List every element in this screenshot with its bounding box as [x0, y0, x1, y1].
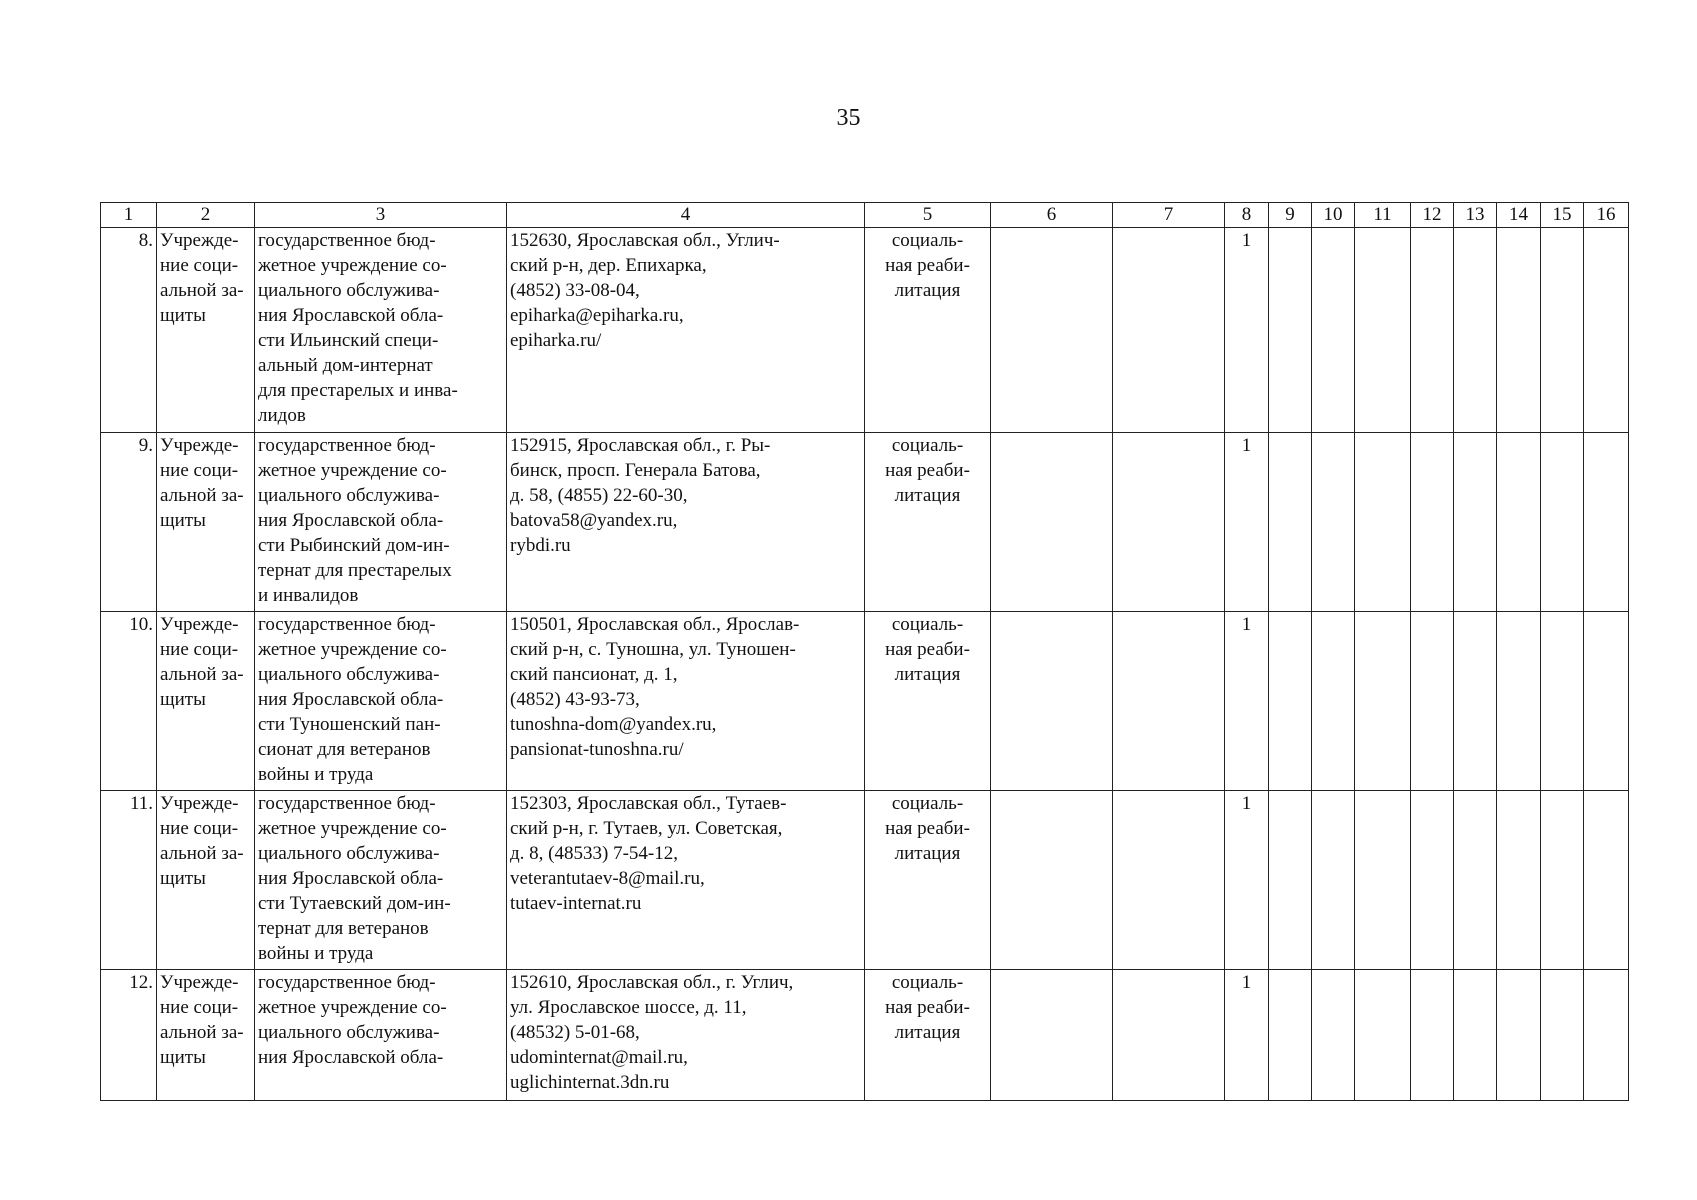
service-type: социаль- ная реаби- литация	[865, 612, 991, 791]
cell-col-16	[1584, 791, 1629, 970]
cell-col-7	[1113, 433, 1225, 612]
row-number: 10.	[101, 612, 157, 791]
cell-col-14	[1497, 791, 1541, 970]
cell-col-6	[991, 970, 1113, 1101]
cell-col-12	[1411, 791, 1454, 970]
column-header: 3	[255, 203, 507, 228]
column-header: 15	[1541, 203, 1584, 228]
cell-col-6	[991, 228, 1113, 433]
cell-col-12	[1411, 433, 1454, 612]
column-header: 8	[1225, 203, 1269, 228]
institution-type: Учрежде- ние соци- альной за- щиты	[157, 791, 255, 970]
cell-col-6	[991, 791, 1113, 970]
cell-col-11	[1355, 228, 1411, 433]
column-header: 1	[101, 203, 157, 228]
column-header: 11	[1355, 203, 1411, 228]
cell-col-14	[1497, 433, 1541, 612]
cell-col-13	[1454, 970, 1497, 1101]
cell-col-9	[1269, 228, 1312, 433]
cell-col-6	[991, 433, 1113, 612]
cell-col-8: 1	[1225, 433, 1269, 612]
column-header: 12	[1411, 203, 1454, 228]
service-type: социаль- ная реаби- литация	[865, 433, 991, 612]
row-number: 12.	[101, 970, 157, 1101]
cell-col-9	[1269, 612, 1312, 791]
service-type: социаль- ная реаби- литация	[865, 791, 991, 970]
column-header: 10	[1312, 203, 1355, 228]
institution-name: государственное бюд- жетное учреждение со- циального обслужива- ния Ярославской обла- сти Туношенский пан- сионат для ветеранов войны и труда	[255, 612, 507, 791]
cell-col-8: 1	[1225, 228, 1269, 433]
cell-col-11	[1355, 970, 1411, 1101]
cell-col-13	[1454, 228, 1497, 433]
row-number: 11.	[101, 791, 157, 970]
service-type: социаль- ная реаби- литация	[865, 970, 991, 1101]
cell-col-16	[1584, 433, 1629, 612]
column-header: 7	[1113, 203, 1225, 228]
cell-col-15	[1541, 228, 1584, 433]
institution-name: государственное бюд- жетное учреждение со- циального обслужива- ния Ярославской обла-	[255, 970, 507, 1101]
institution-name: государственное бюд- жетное учреждение со- циального обслужива- ния Ярославской обла- сти Ильинский специ- альный дом-интернат для престарелых и инва- лидов	[255, 228, 507, 433]
institution-contacts: 152610, Ярославская обл., г. Углич, ул. Ярославское шоссе, д. 11, (48532) 5-01-68, udominternat@mail.ru, uglichinternat.3dn.ru	[507, 970, 865, 1101]
row-number: 9.	[101, 433, 157, 612]
institution-name: государственное бюд- жетное учреждение со- циального обслужива- ния Ярославской обла- сти Тутаевский дом-ин- тернат для ветеранов войны и труда	[255, 791, 507, 970]
cell-col-15	[1541, 433, 1584, 612]
cell-col-10	[1312, 612, 1355, 791]
institution-type: Учрежде- ние соци- альной за- щиты	[157, 970, 255, 1101]
cell-col-10	[1312, 228, 1355, 433]
column-header: 16	[1584, 203, 1629, 228]
table-row	[101, 791, 1629, 970]
page-number: 35	[836, 105, 861, 131]
table-row	[101, 970, 1629, 1101]
cell-col-12	[1411, 970, 1454, 1101]
row-number: 8.	[101, 228, 157, 433]
column-header: 14	[1497, 203, 1541, 228]
cell-col-16	[1584, 970, 1629, 1101]
column-header: 9	[1269, 203, 1312, 228]
cell-col-10	[1312, 970, 1355, 1101]
cell-col-10	[1312, 791, 1355, 970]
column-header: 6	[991, 203, 1113, 228]
cell-col-8: 1	[1225, 970, 1269, 1101]
cell-col-7	[1113, 970, 1225, 1101]
column-header: 4	[507, 203, 865, 228]
cell-col-12	[1411, 612, 1454, 791]
cell-col-14	[1497, 228, 1541, 433]
cell-col-9	[1269, 970, 1312, 1101]
institution-type: Учрежде- ние соци- альной за- щиты	[157, 612, 255, 791]
institution-contacts: 150501, Ярославская обл., Ярослав- ский р-н, с. Туношна, ул. Туношен- ский пансионат, д. 1, (4852) 43-93-73, tunoshna-dom@yandex.ru, pansionat-tunoshna.ru/	[507, 612, 865, 791]
cell-col-13	[1454, 791, 1497, 970]
cell-col-8: 1	[1225, 612, 1269, 791]
institution-type: Учрежде- ние соци- альной за- щиты	[157, 228, 255, 433]
institutions-table	[100, 202, 1629, 1101]
column-header: 13	[1454, 203, 1497, 228]
column-number-header-row	[101, 203, 1629, 228]
table-row	[101, 612, 1629, 791]
cell-col-15	[1541, 791, 1584, 970]
cell-col-16	[1584, 228, 1629, 433]
column-header: 2	[157, 203, 255, 228]
cell-col-6	[991, 612, 1113, 791]
cell-col-7	[1113, 791, 1225, 970]
cell-col-7	[1113, 612, 1225, 791]
cell-col-11	[1355, 791, 1411, 970]
institution-contacts: 152303, Ярославская обл., Тутаев- ский р-н, г. Тутаев, ул. Советская, д. 8, (48533) 7-54-12, veterantutaev-8@mail.ru, tutaev-internat.ru	[507, 791, 865, 970]
cell-col-9	[1269, 433, 1312, 612]
cell-col-15	[1541, 612, 1584, 791]
cell-col-10	[1312, 433, 1355, 612]
cell-col-16	[1584, 612, 1629, 791]
cell-col-8: 1	[1225, 791, 1269, 970]
cell-col-13	[1454, 433, 1497, 612]
cell-col-14	[1497, 612, 1541, 791]
service-type: социаль- ная реаби- литация	[865, 228, 991, 433]
cell-col-11	[1355, 433, 1411, 612]
cell-col-15	[1541, 970, 1584, 1101]
cell-col-9	[1269, 791, 1312, 970]
column-header: 5	[865, 203, 991, 228]
cell-col-7	[1113, 228, 1225, 433]
institution-type: Учрежде- ние соци- альной за- щиты	[157, 433, 255, 612]
table-row	[101, 228, 1629, 433]
cell-col-14	[1497, 970, 1541, 1101]
institution-name: государственное бюд- жетное учреждение со- циального обслужива- ния Ярославской обла- сти Рыбинский дом-ин- тернат для престарелых и инвалидов	[255, 433, 507, 612]
table-row	[101, 433, 1629, 612]
institution-contacts: 152915, Ярославская обл., г. Ры- бинск, просп. Генерала Батова, д. 58, (4855) 22-60-30, batova58@yandex.ru, rybdi.ru	[507, 433, 865, 612]
cell-col-12	[1411, 228, 1454, 433]
cell-col-13	[1454, 612, 1497, 791]
institution-contacts: 152630, Ярославская обл., Углич- ский р-н, дер. Епихарка, (4852) 33-08-04, epiharka@epiharka.ru, epiharka.ru/	[507, 228, 865, 433]
cell-col-11	[1355, 612, 1411, 791]
